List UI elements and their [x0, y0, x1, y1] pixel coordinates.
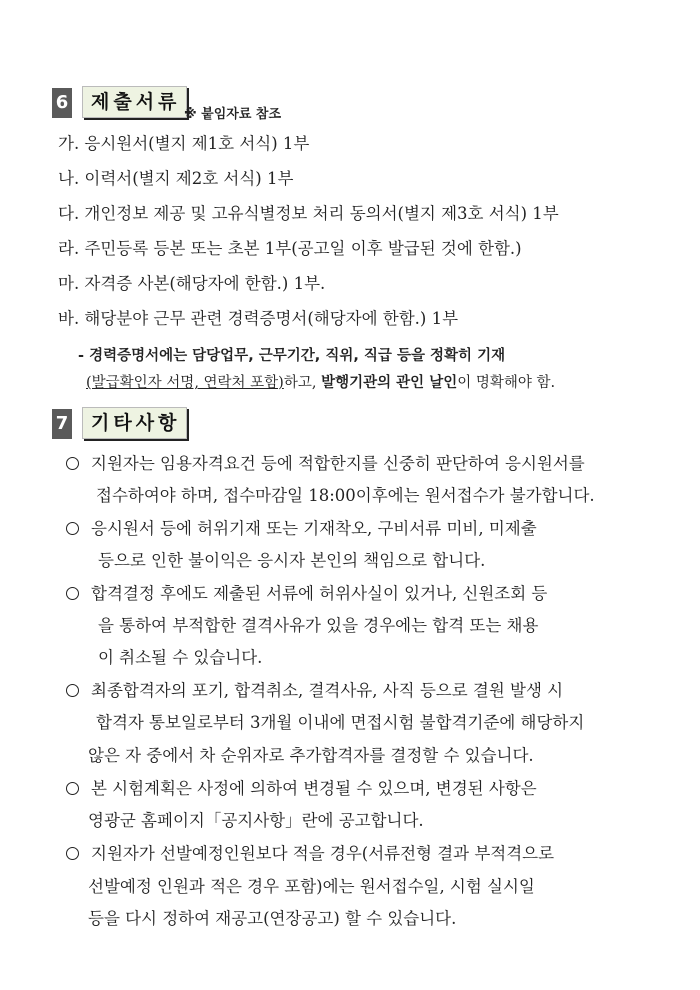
note-line	[88, 876, 535, 898]
note-text: 선발예정 인원과 적은 경우 포함)에는 원서접수일, 시험 실시일	[88, 877, 535, 896]
bullet-circle-icon	[66, 847, 79, 860]
note-line	[98, 615, 538, 637]
note-line	[98, 647, 262, 669]
bullet-circle-icon	[66, 684, 79, 697]
note-text: 본 시험계획은 사정에 의하여 변경될 수 있으며, 변경된 사항은	[91, 779, 537, 798]
text: 하고,	[283, 375, 322, 391]
note-text: 응시원서 등에 허위기재 또는 기재착오, 구비서류 미비, 미제출	[91, 519, 537, 538]
sub-note-line: - 경력증명서에는 담당업무, 근무기간, 직위, 직급 등을 정확히 기재	[78, 348, 506, 364]
note-line	[66, 583, 547, 605]
note-line	[88, 810, 424, 832]
note-line	[88, 908, 456, 930]
note-text: 합격결정 후에도 제출된 서류에 허위사실이 있거나, 신원조회 등	[91, 584, 548, 603]
note-line	[98, 550, 485, 572]
note-text: 영광군 홈페이지「공지사항」란에 공고합니다.	[88, 811, 424, 830]
note-line	[66, 518, 537, 540]
section-number: 7	[52, 409, 72, 439]
section-number: 6	[52, 88, 72, 118]
bullet-circle-icon	[66, 587, 79, 600]
note-text: 을 통하여 부적합한 결격사유가 있을 경우에는 합격 또는 채용	[98, 616, 539, 635]
section-title: 제출서류	[82, 86, 187, 118]
note-line	[66, 778, 537, 800]
note-text: 이 취소될 수 있습니다.	[98, 648, 263, 667]
bullet-circle-icon	[66, 782, 79, 795]
note-line	[96, 712, 584, 734]
bullet-circle-icon	[66, 522, 79, 535]
document-item: 나. 이력서(별지 제2호 서식) 1부	[58, 169, 294, 188]
note-text: 등을 다시 정하여 재공고(연장공고) 할 수 있습니다.	[88, 909, 457, 928]
note-text: 최종합격자의 포기, 합격취소, 결격사유, 사직 등으로 결원 발생 시	[91, 681, 564, 700]
document-item: 바. 해당분야 근무 관련 경력증명서(해당자에 한함.) 1부	[58, 309, 459, 328]
note-text: 지원자가 선발예정인원보다 적을 경우(서류전형 결과 부적격으로	[91, 844, 555, 863]
underlined-text: (발급확인자 서명, 연락처 포함)	[86, 375, 284, 391]
note-line	[66, 843, 554, 865]
note-line	[88, 745, 534, 767]
section-title: 기타사항	[82, 407, 187, 439]
note-text: 지원자는 임용자격요건 등에 적합한지를 신중히 판단하여 응시원서를	[91, 454, 585, 473]
document-item: 마. 자격증 사본(해당자에 한함.) 1부.	[58, 274, 326, 293]
section-note: ※ 붙임자료 참조	[184, 107, 282, 122]
sub-note-line	[86, 372, 555, 394]
note-text: 합격자 통보일로부터 3개월 이내에 면접시험 불합격기준에 해당하지	[96, 713, 585, 732]
bold-text: 발행기관의 관인 날인	[321, 375, 458, 391]
document-item: 라. 주민등록 등본 또는 초본 1부(공고일 이후 발급된 것에 한함.)	[58, 239, 522, 258]
note-text: 접수하여야 하며, 접수마감일 18:00이후에는 원서접수가 불가합니다.	[96, 486, 595, 505]
document-item: 가. 응시원서(별지 제1호 서식) 1부	[58, 134, 310, 153]
text: 이 명확해야 함.	[457, 375, 556, 391]
note-line	[96, 485, 595, 507]
note-line	[66, 680, 563, 702]
document-item: 다. 개인정보 제공 및 고유식별정보 처리 동의서(별지 제3호 서식) 1부	[58, 204, 559, 223]
note-text: 등으로 인한 불이익은 응시자 본인의 책임으로 합니다.	[98, 551, 486, 570]
note-text: 않은 자 중에서 차 순위자로 추가합격자를 결정할 수 있습니다.	[88, 746, 534, 765]
bullet-circle-icon	[66, 457, 79, 470]
note-line	[66, 453, 585, 475]
